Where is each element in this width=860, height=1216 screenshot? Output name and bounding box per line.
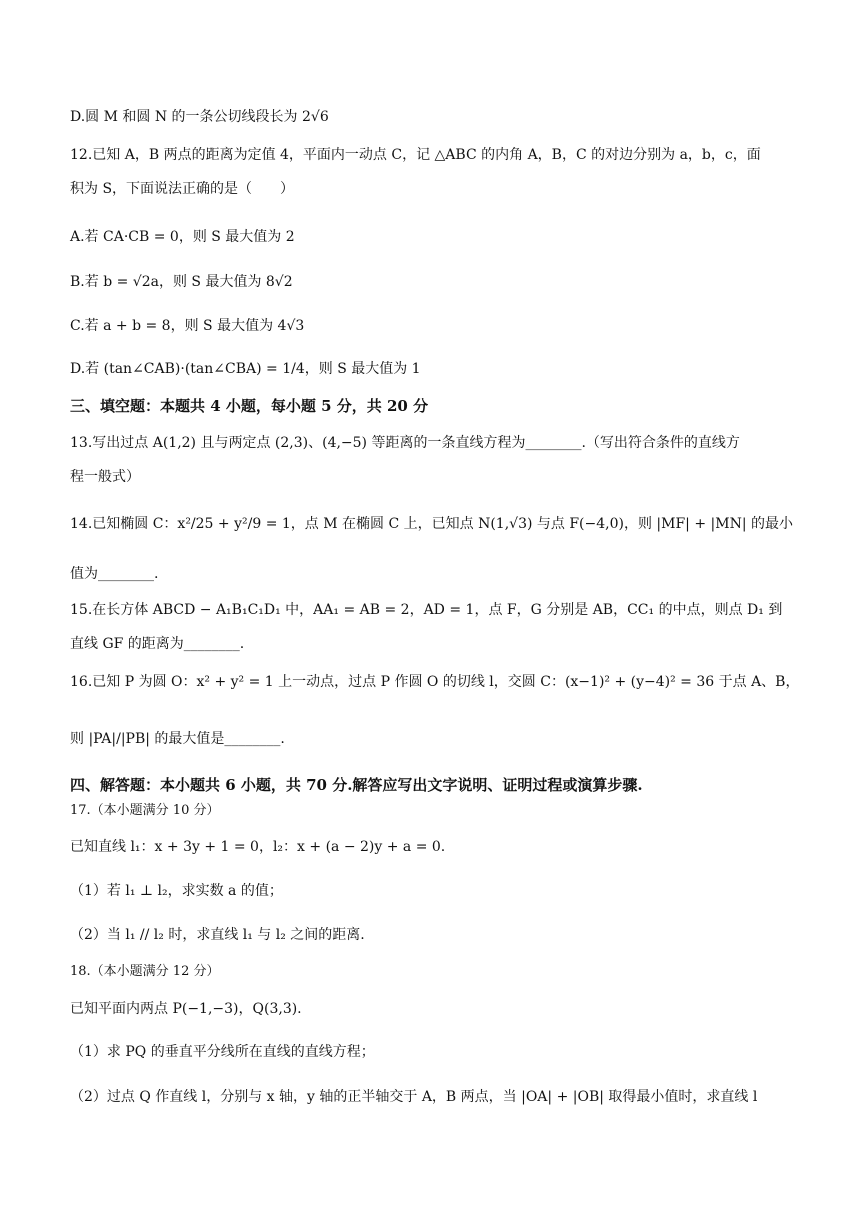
q14-stem-cont: 值为________.: [70, 566, 159, 582]
q12-option-b: B.若 b = √2a，则 S 最大值为 8√2: [70, 274, 293, 290]
q15-stem-cont: 直线 GF 的距离为________.: [70, 636, 245, 652]
q14-stem: 14.已知椭圆 C：x²/25 + y²/9 = 1，点 M 在椭圆 C 上，已知点 N(1,√3) 与点 F(−4,0)，则 |MF| + |MN| 的最小: [70, 516, 794, 532]
q17-part2: （2）当 l₁ // l₂ 时，求直线 l₁ 与 l₂ 之间的距离.: [70, 927, 365, 943]
q13-stem: 13.写出过点 A(1,2) 且与两定点 (2,3)、(4,−5) 等距离的一条直线方程为________.（写出符合条件的直线方: [70, 435, 740, 451]
q18-part2: （2）过点 Q 作直线 l，分别与 x 轴，y 轴的正半轴交于 A，B 两点，当 |OA| + |OB| 取得最小值时，求直线 l: [70, 1089, 758, 1105]
q17-stem: 已知直线 l₁：x + 3y + 1 = 0，l₂：x + (a − 2)y + a = 0.: [70, 839, 446, 855]
q11-option-d: D.圆 M 和圆 N 的一条公切线段长为 2√6: [70, 109, 329, 125]
q17-part1: （1）若 l₁ ⊥ l₂，求实数 a 的值；: [70, 883, 283, 899]
q17-header: 17.（本小题满分 10 分）: [70, 803, 220, 818]
q12-option-c: C.若 a + b = 8，则 S 最大值为 4√3: [70, 318, 305, 334]
q13-stem-cont: 程一般式）: [70, 469, 140, 485]
section-heading-fill-in: 三、填空题：本题共 4 小题，每小题 5 分，共 20 分: [70, 397, 429, 415]
q12-option-d: D.若 (tan∠CAB)·(tan∠CBA) = 1/4，则 S 最大值为 1: [70, 361, 421, 377]
q18-stem: 已知平面内两点 P(−1,−3)，Q(3,3).: [70, 1001, 302, 1017]
q18-header: 18.（本小题满分 12 分）: [70, 964, 220, 979]
q16-stem: 16.已知 P 为圆 O：x² + y² = 1 上一动点，过点 P 作圆 O 的切线 l，交圆 C：(x−1)² + (y−4)² = 36 于点 A、B，: [70, 674, 800, 690]
q16-stem-cont: 则 |PA|/|PB| 的最大值是________.: [70, 731, 285, 747]
q15-stem: 15.在长方体 ABCD − A₁B₁C₁D₁ 中，AA₁ = AB = 2，AD = 1，点 F，G 分别是 AB，CC₁ 的中点，则点 D₁ 到: [70, 602, 783, 618]
q12-option-a: A.若 CA·CB = 0，则 S 最大值为 2: [70, 229, 295, 245]
section-heading-solutions: 四、解答题：本小题共 6 小题，共 70 分.解答应写出文字说明、证明过程或演算步骤.: [70, 776, 643, 794]
q18-part1: （1）求 PQ 的垂直平分线所在直线的直线方程；: [70, 1044, 375, 1060]
q12-stem: 12.已知 A，B 两点的距离为定值 4，平面内一动点 C，记 △ABC 的内角 A，B，C 的对边分别为 a，b，c，面: [70, 147, 761, 163]
q12-stem-cont: 积为 S，下面说法正确的是（ ）: [70, 181, 295, 197]
